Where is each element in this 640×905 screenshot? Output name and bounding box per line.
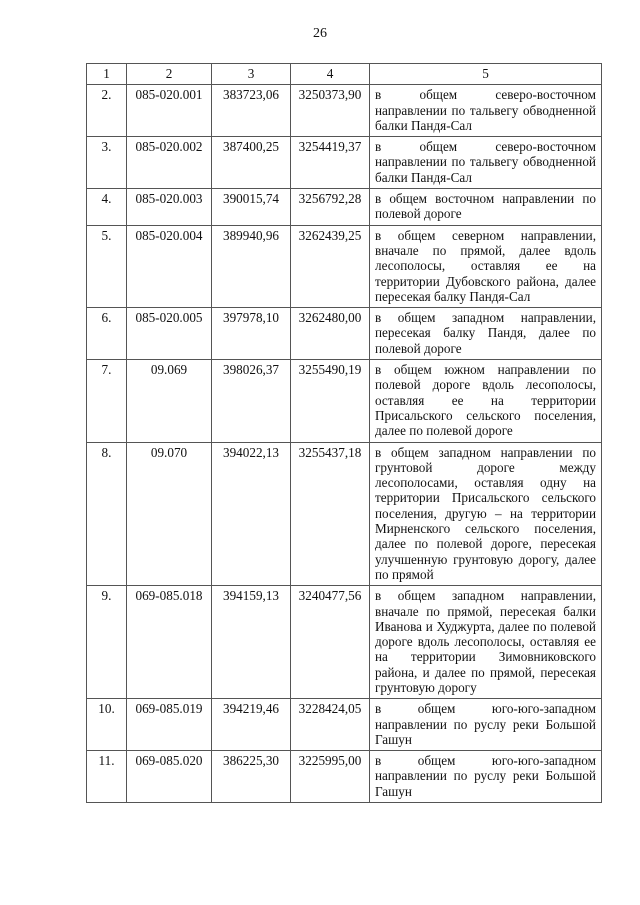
coordinate-x: 398026,37 xyxy=(212,360,291,442)
row-number: 5. xyxy=(87,225,127,307)
coordinate-x: 394219,46 xyxy=(212,699,291,751)
table-row xyxy=(87,137,602,189)
row-number: 2. xyxy=(87,85,127,137)
coordinate-x: 383723,06 xyxy=(212,85,291,137)
coordinate-y: 3255490,19 xyxy=(291,360,370,442)
point-code: 085-020.003 xyxy=(127,189,212,226)
coordinate-y: 3250373,90 xyxy=(291,85,370,137)
row-number: 4. xyxy=(87,189,127,226)
boundary-points-table xyxy=(86,63,602,803)
point-code: 085-020.005 xyxy=(127,308,212,360)
boundary-description: в общем западном направлении, вначале по прямой, пересекая балки Иванова и Худжурта, далее по полевой дороге вдоль лесополосы, оставляя ее на территории Зимовниковского района, и далее по прямой, пересекая грунтовую дорогу xyxy=(370,586,602,699)
point-code: 069-085.019 xyxy=(127,699,212,751)
coordinate-x: 387400,25 xyxy=(212,137,291,189)
coordinate-x: 389940,96 xyxy=(212,225,291,307)
table-row xyxy=(87,442,602,586)
coordinate-y: 3262439,25 xyxy=(291,225,370,307)
coordinate-x: 394022,13 xyxy=(212,442,291,586)
point-code: 09.069 xyxy=(127,360,212,442)
boundary-description: в общем северо-восточном направлении по тальвегу обводненной балки Пандя-Сал xyxy=(370,137,602,189)
table-header-row xyxy=(87,64,602,85)
coordinate-x: 386225,30 xyxy=(212,751,291,803)
column-header: 2 xyxy=(127,64,212,85)
boundary-description: в общем западном направлении, пересекая балку Пандя, далее по полевой дороге xyxy=(370,308,602,360)
coordinate-y: 3254419,37 xyxy=(291,137,370,189)
row-number: 11. xyxy=(87,751,127,803)
boundary-description: в общем восточном направлении по полевой дороге xyxy=(370,189,602,226)
table-row xyxy=(87,586,602,699)
boundary-description: в общем юго-юго-западном направлении по руслу реки Большой Гашун xyxy=(370,751,602,803)
boundary-description: в общем юго-юго-западном направлении по руслу реки Большой Гашун xyxy=(370,699,602,751)
point-code: 069-085.020 xyxy=(127,751,212,803)
row-number: 10. xyxy=(87,699,127,751)
point-code: 09.070 xyxy=(127,442,212,586)
boundary-description: в общем северном направлении, вначале по прямой, далее вдоль лесополосы, оставляя ее на территории Дубовского района, далее пересекая балку Пандя-Сал xyxy=(370,225,602,307)
coordinate-x: 397978,10 xyxy=(212,308,291,360)
row-number: 8. xyxy=(87,442,127,586)
table-row xyxy=(87,308,602,360)
page-number: 26 xyxy=(313,26,327,41)
table-row xyxy=(87,360,602,442)
point-code: 085-020.002 xyxy=(127,137,212,189)
coordinate-y: 3255437,18 xyxy=(291,442,370,586)
boundary-description: в общем западном направлении по грунтовой дороге между лесополосами, оставляя одну на территории Присальского сельского поселения, другую – на территории Мирненского сельского поселения, далее по полевой дороге, пересекая улучшенную грунтовую дорогу, далее по прямой xyxy=(370,442,602,586)
coordinate-y: 3228424,05 xyxy=(291,699,370,751)
coordinate-x: 390015,74 xyxy=(212,189,291,226)
column-header: 5 xyxy=(370,64,602,85)
table-row xyxy=(87,225,602,307)
boundary-description: в общем южном направлении по полевой дороге вдоль лесополосы, оставляя ее на территории Присальского сельского поселения, далее по полевой дороге xyxy=(370,360,602,442)
row-number: 9. xyxy=(87,586,127,699)
table-row xyxy=(87,699,602,751)
column-header: 1 xyxy=(87,64,127,85)
boundary-description: в общем северо-восточном направлении по тальвегу обводненной балки Пандя-Сал xyxy=(370,85,602,137)
point-code: 085-020.001 xyxy=(127,85,212,137)
row-number: 7. xyxy=(87,360,127,442)
coordinate-y: 3225995,00 xyxy=(291,751,370,803)
table-row xyxy=(87,85,602,137)
coordinate-y: 3262480,00 xyxy=(291,308,370,360)
coordinate-y: 3240477,56 xyxy=(291,586,370,699)
table-row xyxy=(87,189,602,226)
row-number: 3. xyxy=(87,137,127,189)
point-code: 085-020.004 xyxy=(127,225,212,307)
row-number: 6. xyxy=(87,308,127,360)
table-row xyxy=(87,751,602,803)
column-header: 3 xyxy=(212,64,291,85)
column-header: 4 xyxy=(291,64,370,85)
point-code: 069-085.018 xyxy=(127,586,212,699)
coordinate-y: 3256792,28 xyxy=(291,189,370,226)
coordinate-x: 394159,13 xyxy=(212,586,291,699)
